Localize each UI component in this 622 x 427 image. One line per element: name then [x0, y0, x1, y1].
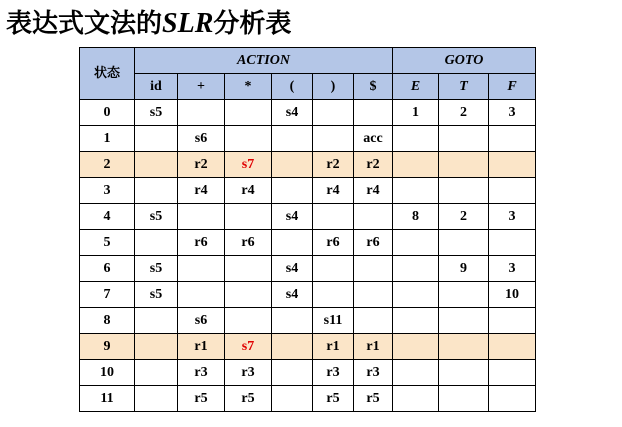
- action-cell: r3: [313, 360, 354, 386]
- action-cell: [178, 100, 225, 126]
- action-cell: [354, 282, 393, 308]
- action-cell: [272, 308, 313, 334]
- action-cell: [313, 126, 354, 152]
- action-col-header: +: [178, 74, 225, 100]
- goto-cell: [393, 334, 439, 360]
- action-cell: [135, 230, 178, 256]
- action-cell: r5: [313, 386, 354, 412]
- state-column-header: 状态: [80, 48, 135, 100]
- title-prefix: 表达式文法的: [6, 9, 163, 39]
- action-cell: s7: [225, 334, 272, 360]
- action-cell: [225, 126, 272, 152]
- action-cell: r3: [178, 360, 225, 386]
- goto-cell: 2: [439, 100, 489, 126]
- title-suffix: 分析表: [213, 9, 292, 39]
- goto-cell: [489, 126, 536, 152]
- goto-cell: 9: [439, 256, 489, 282]
- goto-group-header: GOTO: [393, 48, 536, 74]
- action-cell: [178, 256, 225, 282]
- action-cell: s5: [135, 282, 178, 308]
- table-row: [80, 230, 536, 256]
- goto-cell: [489, 230, 536, 256]
- state-cell: 6: [80, 256, 135, 282]
- action-cell: [225, 282, 272, 308]
- action-cell: r4: [225, 178, 272, 204]
- action-cell: [354, 100, 393, 126]
- action-cell: r5: [178, 386, 225, 412]
- goto-cell: [393, 360, 439, 386]
- action-cell: s5: [135, 100, 178, 126]
- slr-parse-table: [79, 47, 536, 412]
- state-cell: 4: [80, 204, 135, 230]
- table-row: [80, 308, 536, 334]
- table-row: [80, 152, 536, 178]
- action-cell: r3: [225, 360, 272, 386]
- action-cell: r1: [313, 334, 354, 360]
- goto-cell: 2: [439, 204, 489, 230]
- state-cell: 9: [80, 334, 135, 360]
- action-cell: s5: [135, 204, 178, 230]
- table-row: [80, 204, 536, 230]
- action-col-header: id: [135, 74, 178, 100]
- state-cell: 11: [80, 386, 135, 412]
- goto-cell: 3: [489, 100, 536, 126]
- action-cell: r1: [354, 334, 393, 360]
- goto-cell: [439, 178, 489, 204]
- state-cell: 5: [80, 230, 135, 256]
- goto-cell: [489, 308, 536, 334]
- goto-cell: 10: [489, 282, 536, 308]
- goto-cell: [393, 282, 439, 308]
- action-cell: r6: [313, 230, 354, 256]
- action-cell: [354, 308, 393, 334]
- state-cell: 3: [80, 178, 135, 204]
- goto-cell: [439, 230, 489, 256]
- table-row: [80, 178, 536, 204]
- action-cell: [313, 100, 354, 126]
- action-cell: [354, 204, 393, 230]
- goto-cell: 1: [393, 100, 439, 126]
- action-cell: [272, 126, 313, 152]
- goto-col-header: E: [393, 74, 439, 100]
- table-body: [80, 100, 536, 412]
- action-cell: acc: [354, 126, 393, 152]
- action-cell: [313, 204, 354, 230]
- action-col-header: (: [272, 74, 313, 100]
- action-cell: r4: [354, 178, 393, 204]
- action-cell: s7: [225, 152, 272, 178]
- goto-cell: [489, 360, 536, 386]
- action-cell: r3: [354, 360, 393, 386]
- action-cell: [272, 360, 313, 386]
- action-cell: [313, 282, 354, 308]
- action-cell: [135, 360, 178, 386]
- table-row: [80, 360, 536, 386]
- action-cell: r2: [178, 152, 225, 178]
- table-row: [80, 386, 536, 412]
- state-cell: 7: [80, 282, 135, 308]
- action-cell: s5: [135, 256, 178, 282]
- action-cell: [225, 308, 272, 334]
- goto-cell: [439, 308, 489, 334]
- goto-cell: [393, 386, 439, 412]
- action-col-header: *: [225, 74, 272, 100]
- action-cell: r4: [178, 178, 225, 204]
- goto-cell: [439, 334, 489, 360]
- action-cell: r4: [313, 178, 354, 204]
- goto-cell: [393, 178, 439, 204]
- action-cell: [272, 334, 313, 360]
- action-cell: [313, 256, 354, 282]
- state-cell: 1: [80, 126, 135, 152]
- action-group-header: ACTION: [135, 48, 393, 74]
- goto-col-header: F: [489, 74, 536, 100]
- action-cell: [225, 256, 272, 282]
- goto-cell: [393, 152, 439, 178]
- action-col-header: $: [354, 74, 393, 100]
- action-cell: r6: [225, 230, 272, 256]
- action-cell: r1: [178, 334, 225, 360]
- title-italic: SLR: [162, 8, 214, 39]
- action-cell: r5: [225, 386, 272, 412]
- action-cell: r6: [178, 230, 225, 256]
- goto-cell: [489, 178, 536, 204]
- goto-cell: 8: [393, 204, 439, 230]
- action-cell: [135, 334, 178, 360]
- goto-cell: [489, 152, 536, 178]
- action-cell: r2: [354, 152, 393, 178]
- action-cell: [135, 308, 178, 334]
- goto-col-header: T: [439, 74, 489, 100]
- action-cell: s6: [178, 308, 225, 334]
- action-cell: [354, 256, 393, 282]
- table-row: [80, 282, 536, 308]
- table-row: [80, 334, 536, 360]
- goto-cell: [439, 152, 489, 178]
- state-cell: 10: [80, 360, 135, 386]
- action-cell: [178, 282, 225, 308]
- action-cell: s4: [272, 100, 313, 126]
- goto-cell: [489, 334, 536, 360]
- action-cell: [135, 178, 178, 204]
- action-col-header: ): [313, 74, 354, 100]
- action-cell: s4: [272, 204, 313, 230]
- page-title: [6, 4, 291, 44]
- action-cell: s11: [313, 308, 354, 334]
- table-row: [80, 100, 536, 126]
- action-cell: [272, 152, 313, 178]
- goto-cell: 3: [489, 204, 536, 230]
- goto-cell: [393, 126, 439, 152]
- action-cell: [135, 386, 178, 412]
- state-cell: 0: [80, 100, 135, 126]
- action-cell: [135, 152, 178, 178]
- goto-cell: [393, 308, 439, 334]
- action-cell: [178, 204, 225, 230]
- table-row: [80, 256, 536, 282]
- action-cell: s4: [272, 256, 313, 282]
- goto-cell: [489, 386, 536, 412]
- goto-cell: [439, 386, 489, 412]
- action-cell: [272, 230, 313, 256]
- action-cell: [225, 100, 272, 126]
- goto-cell: [439, 360, 489, 386]
- action-cell: s4: [272, 282, 313, 308]
- goto-cell: [393, 230, 439, 256]
- action-cell: s6: [178, 126, 225, 152]
- action-cell: [225, 204, 272, 230]
- table-row: [80, 126, 536, 152]
- action-cell: r6: [354, 230, 393, 256]
- action-cell: r5: [354, 386, 393, 412]
- action-cell: r2: [313, 152, 354, 178]
- state-cell: 8: [80, 308, 135, 334]
- action-cell: [272, 386, 313, 412]
- action-cell: [272, 178, 313, 204]
- goto-cell: [393, 256, 439, 282]
- goto-cell: [439, 126, 489, 152]
- goto-cell: [439, 282, 489, 308]
- goto-cell: 3: [489, 256, 536, 282]
- action-cell: [135, 126, 178, 152]
- state-cell: 2: [80, 152, 135, 178]
